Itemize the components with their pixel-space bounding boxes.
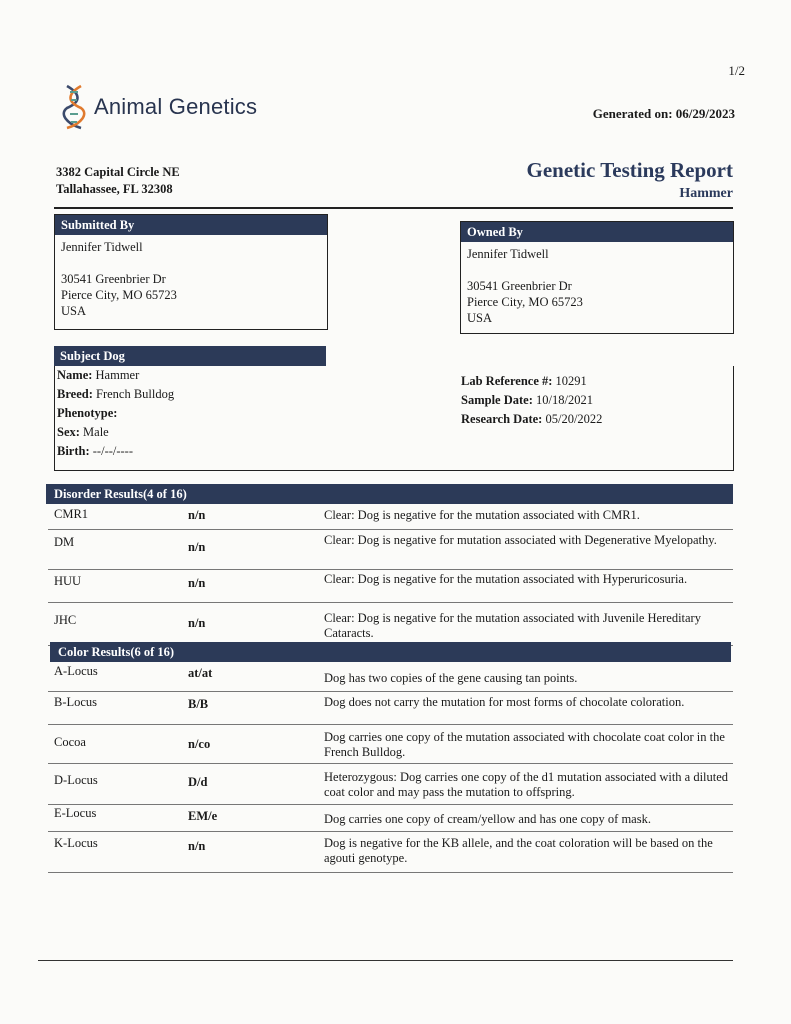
table-row	[48, 725, 733, 764]
test-name: HUU	[54, 574, 82, 588]
submitted-by-header: Submitted By	[55, 215, 327, 235]
lab-ref-value: 10291	[555, 374, 587, 388]
address-line-2: Tallahassee, FL 32308	[56, 182, 173, 196]
result-description: Dog does not carry the mutation for most forms of chocolate coloration.	[324, 695, 685, 709]
report-title: Genetic Testing Report	[526, 158, 733, 182]
subject-dog-left	[57, 366, 174, 461]
test-name: JHC	[54, 613, 77, 627]
color-results-header: Color Results(6 of 16)	[50, 642, 731, 662]
owned-by-city: Pierce City, MO 65723	[467, 295, 583, 309]
dog-sex: Male	[83, 425, 109, 439]
company-logo	[62, 84, 257, 130]
dna-helix-icon	[62, 84, 86, 130]
table-row	[48, 505, 733, 530]
genotype: n/n	[188, 540, 206, 554]
research-date-label: Research Date:	[461, 412, 543, 426]
result-description: Heterozygous: Dog carries one copy of the d1 mutation associated with a diluted coat color and may pass the mutation to offspring.	[324, 770, 729, 799]
result-description: Dog carries one copy of the mutation associated with chocolate coat color in the French Bulldog.	[324, 730, 725, 759]
owned-by-box	[460, 221, 734, 334]
genotype: n/n	[188, 839, 206, 853]
dog-breed: French Bulldog	[96, 387, 175, 401]
owned-by-street: 30541 Greenbrier Dr	[467, 279, 572, 293]
table-row	[48, 603, 733, 646]
table-row	[48, 805, 733, 832]
table-row	[48, 692, 733, 725]
table-row	[48, 530, 733, 570]
generated-date: Generated on: 06/29/2023	[592, 106, 735, 121]
birth-label: Birth:	[57, 444, 90, 458]
phenotype-label: Phenotype:	[57, 406, 118, 420]
dog-birth: --/--/----	[92, 444, 134, 458]
result-description: Clear: Dog is negative for the mutation associated with Hyperuricosuria.	[324, 572, 688, 586]
sample-date-value: 10/18/2021	[536, 393, 593, 407]
result-description: Clear: Dog is negative for the mutation associated with CMR1.	[324, 508, 640, 522]
sample-date-label: Sample Date:	[461, 393, 533, 407]
test-name: A-Locus	[54, 664, 98, 678]
subject-dog-header: Subject Dog	[54, 346, 326, 366]
lab-address	[56, 164, 180, 198]
submitted-by-name: Jennifer Tidwell	[61, 240, 143, 254]
subject-dog-box	[54, 366, 734, 471]
genotype: n/n	[188, 576, 206, 590]
footer-divider	[38, 960, 733, 961]
genotype: at/at	[188, 666, 213, 680]
table-row	[48, 570, 733, 603]
test-name: DM	[54, 535, 75, 549]
owned-by-header: Owned By	[461, 222, 733, 242]
research-date-value: 05/20/2022	[545, 412, 603, 426]
lab-ref-label: Lab Reference #:	[461, 374, 553, 388]
result-description: Clear: Dog is negative for mutation associated with Degenerative Myelopathy.	[324, 533, 717, 547]
result-description: Dog has two copies of the gene causing tan points.	[324, 671, 578, 685]
genotype: D/d	[188, 775, 208, 789]
subject-dog-right	[461, 372, 602, 429]
breed-label: Breed:	[57, 387, 93, 401]
submitted-by-street: 30541 Greenbrier Dr	[61, 272, 166, 286]
result-description: Clear: Dog is negative for the mutation associated with Juvenile Hereditary Cataracts.	[324, 611, 701, 640]
owned-by-country: USA	[467, 311, 493, 325]
table-row	[48, 764, 733, 805]
dog-name: Hammer	[95, 368, 140, 382]
table-row	[48, 663, 733, 692]
owned-by-name: Jennifer Tidwell	[467, 247, 549, 261]
genotype: B/B	[188, 697, 209, 711]
submitted-by-box	[54, 214, 328, 330]
result-description: Dog is negative for the KB allele, and the coat coloration will be based on the agouti genotype.	[324, 836, 713, 865]
sex-label: Sex:	[57, 425, 80, 439]
test-name: K-Locus	[54, 836, 98, 850]
name-label: Name:	[57, 368, 93, 382]
address-line-1: 3382 Capital Circle NE	[56, 165, 180, 179]
test-name: E-Locus	[54, 806, 97, 820]
test-name: D-Locus	[54, 773, 98, 787]
result-description: Dog carries one copy of cream/yellow and has one copy of mask.	[324, 812, 651, 826]
header-divider	[54, 207, 733, 209]
brand-name: Animal Genetics	[94, 94, 258, 119]
page-number: 1/2	[728, 63, 745, 78]
genotype: n/co	[188, 737, 211, 751]
test-name: B-Locus	[54, 695, 98, 709]
table-row	[48, 832, 733, 873]
submitted-by-city: Pierce City, MO 65723	[61, 288, 177, 302]
report-subject: Hammer	[679, 186, 733, 201]
test-name: Cocoa	[54, 735, 86, 749]
genotype: n/n	[188, 508, 206, 522]
genotype: EM/e	[188, 809, 218, 823]
test-name: CMR1	[54, 507, 89, 521]
genotype: n/n	[188, 616, 206, 630]
disorder-results-header: Disorder Results(4 of 16)	[46, 484, 733, 504]
submitted-by-country: USA	[61, 304, 87, 318]
